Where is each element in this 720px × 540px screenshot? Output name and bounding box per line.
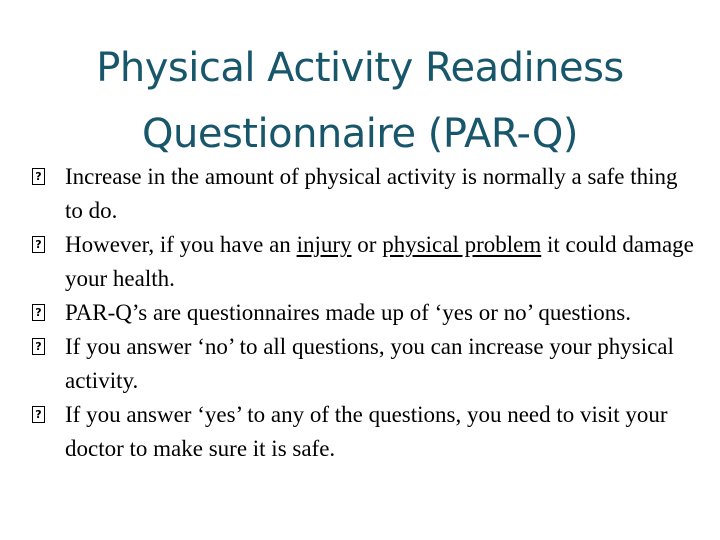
bullet-item: [30, 330, 695, 398]
emphasis-injury: injury: [296, 232, 352, 257]
slide-title: [0, 35, 720, 167]
bullet-text-middle: or: [351, 232, 383, 257]
title-line-2: Questionnaire (PAR-Q): [142, 110, 578, 157]
title-line-1: Physical Activity Readiness: [96, 44, 624, 91]
bullet-item: [30, 228, 695, 296]
bullet-text: If you answer ‘yes’ to any of the questions, you need to visit your doctor to make sure it is safe.: [65, 402, 668, 461]
bullet-text-after: it could damage your health.: [65, 232, 694, 291]
bullet-item: [30, 398, 695, 466]
bullet-text-before: However, if you have an: [65, 232, 297, 257]
bullet-list: [30, 160, 695, 466]
bullet-text: Increase in the amount of physical activity is normally a safe thing to do.: [65, 164, 678, 223]
missing-glyph-box-icon: [32, 168, 45, 185]
bullet-text: If you answer ‘no’ to all questions, you can increase your physical activity.: [65, 334, 674, 393]
bullet-item: [30, 160, 695, 228]
bullet-item: [30, 296, 695, 330]
missing-glyph-box-icon: [32, 236, 45, 253]
missing-glyph-box-icon: [32, 338, 45, 355]
emphasis-physical-problem: physical problem: [382, 232, 542, 257]
missing-glyph-box-icon: [32, 406, 45, 423]
missing-glyph-box-icon: [32, 304, 45, 321]
bullet-text: PAR-Q’s are questionnaires made up of ‘yes or no’ questions.: [65, 300, 631, 325]
